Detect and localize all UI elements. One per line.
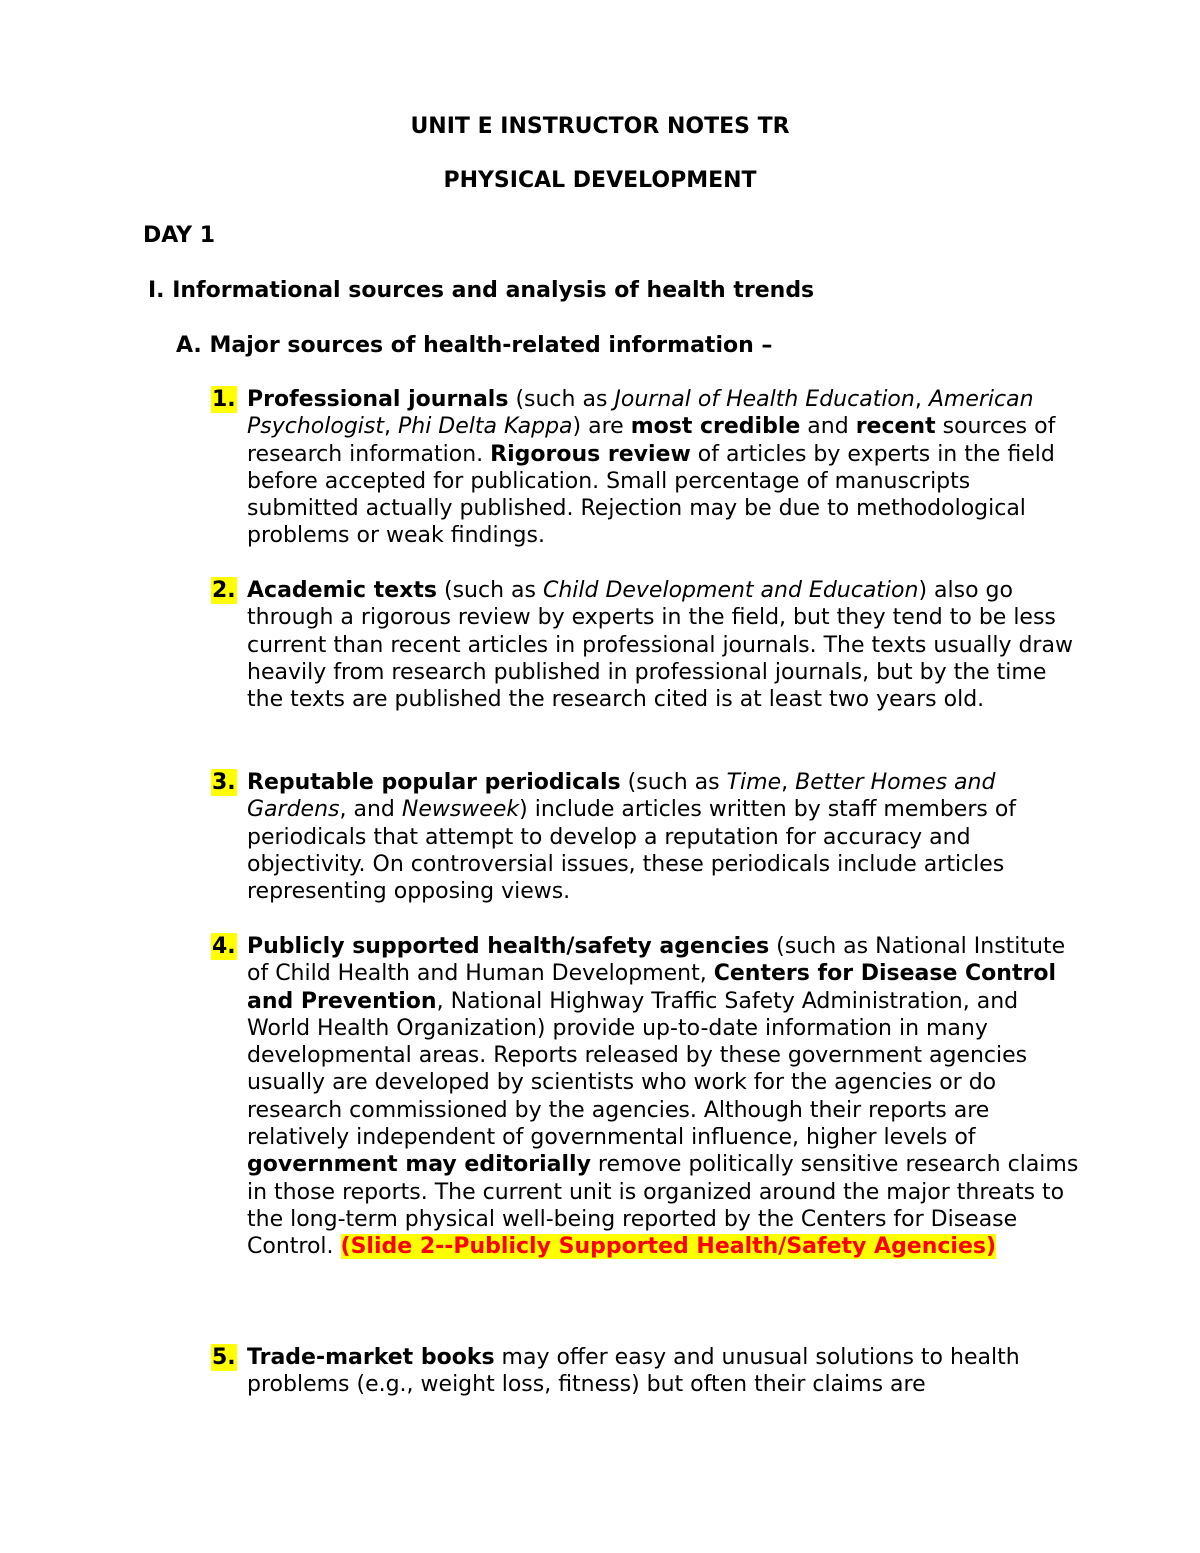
list-item-text: [247, 577, 1087, 713]
plain-text: (such as National Institute of Child Health and Human Development,: [247, 934, 1066, 987]
plain-text: (such as: [620, 770, 727, 795]
plain-text: ) include articles written by staff members of periodicals that attempt to develop a reputation for accuracy and objectivity. On controversial issues, these periodicals include articles representing opposing views.: [247, 797, 1017, 905]
plain-text: sources of research information.: [247, 414, 1056, 467]
italic-text: Time: [726, 770, 782, 795]
bold-text: recent: [855, 414, 936, 440]
list-item-text: [247, 386, 1087, 550]
plain-text: (such as: [508, 387, 615, 412]
slide-reference: (Slide 2--Publicly Supported Health/Safety Agencies): [340, 1234, 997, 1260]
plain-text: (such as: [437, 578, 543, 603]
plain-text: ) are: [572, 414, 631, 440]
list-item-text: [247, 1344, 1087, 1399]
section-i-heading: I. Informational sources and analysis of health trends: [148, 278, 815, 303]
bold-text: most credible: [630, 414, 801, 440]
italic-text: Newsweek: [401, 797, 520, 823]
bold-text: Rigorous review: [490, 441, 691, 467]
doc-subtitle: PHYSICAL DEVELOPMENT: [443, 168, 757, 193]
bold-text: Trade-market books: [247, 1345, 495, 1370]
plain-text: and: [800, 414, 856, 440]
list-item-text: [247, 933, 1087, 1261]
italic-text: Phi Delta Kappa: [397, 414, 573, 440]
bold-text: Reputable popular periodicals: [247, 770, 621, 795]
bold-text: government may editorially: [247, 1152, 591, 1178]
list-number: 2.: [212, 578, 236, 603]
italic-text: Better Homes and Gardens: [247, 770, 996, 823]
plain-text: ) also go through a rigorous review by experts in the field, but they tend to be less current than recent articles in professional journals. The texts usually draw heavily from research published in professional journals, but by the time the texts are published the research cited is at least two years old.: [247, 578, 1073, 713]
italic-text: Journal of Health Education: [614, 387, 915, 412]
plain-text: , and: [339, 797, 402, 823]
doc-title: UNIT E INSTRUCTOR NOTES TR: [410, 114, 790, 139]
section-a-heading: A. Major sources of health-related information –: [176, 333, 773, 358]
italic-text: Child Development and Education: [542, 578, 919, 603]
list-number: 1.: [212, 387, 236, 412]
list-number: 4.: [212, 934, 236, 959]
plain-text: ,: [781, 770, 796, 795]
bold-text: Academic texts: [247, 578, 437, 603]
bold-text: Professional journals: [247, 387, 509, 412]
bold-text: Centers for Disease Control and Prevention: [247, 961, 1056, 1014]
plain-text: ,: [914, 387, 929, 412]
plain-text: ,: [383, 414, 398, 440]
list-number: 3.: [212, 770, 236, 795]
plain-text: remove politically sensitive research claims in those reports. The current unit is organized around the major threats to the long-term physical well-being reported by the Centers for Disease Control.: [247, 1152, 1079, 1260]
italic-text: American Psychologist: [247, 387, 1034, 440]
plain-text: , National Highway Traffic Safety Administration, and World Health Organization) provide up-to-date information in many developmental areas. Reports released by these government agencies usually are developed by scientists who work for the agencies or do research commissioned by the agencies. Although their reports are relatively independent of governmental influence, higher levels of: [247, 988, 1028, 1151]
day-heading: DAY 1: [143, 223, 216, 248]
plain-text: may offer easy and unusual solutions to health problems (e.g., weight loss, fitness) but often their claims are: [247, 1345, 1020, 1398]
list-item-text: [247, 769, 1087, 905]
list-number: 5.: [212, 1345, 236, 1370]
plain-text: of articles by experts in the field before accepted for publication. Small percentage of manuscripts submitted actually published. Rejection may be due to methodological problems or weak findings.: [247, 441, 1055, 549]
bold-text: Publicly supported health/safety agencies: [247, 934, 770, 959]
